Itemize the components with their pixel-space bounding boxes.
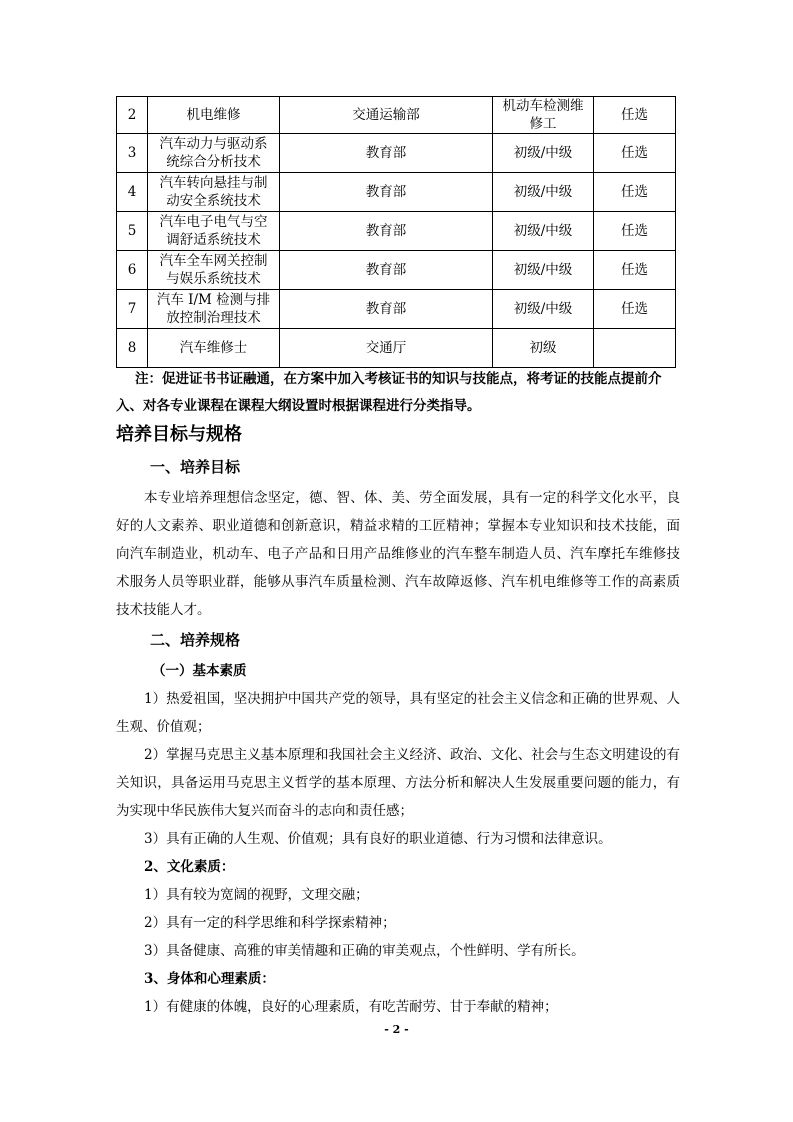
table-row — [117, 97, 676, 134]
culture-quality-item: 3）具备健康、高雅的审美情趣和正确的审美观点，个性鲜明、学有所长。 — [144, 943, 585, 959]
row-number: 8 — [117, 329, 148, 368]
course-name: 汽车维修士 — [148, 329, 280, 368]
certificate-level: 初级/中级 — [493, 134, 594, 173]
section-title: 培养目标与规格 — [116, 424, 242, 445]
certificate-table — [116, 96, 676, 368]
body-mind-quality-item: 1）有健康的体魄，良好的心理素质，有吃苦耐劳、甘于奉献的精神； — [144, 999, 558, 1015]
issuing-department: 交通厅 — [280, 329, 493, 368]
table-row — [117, 134, 676, 173]
basic-quality-heading: （一）基本素质 — [152, 663, 247, 679]
course-name: 汽车 I/M 检测与排放控制治理技术 — [148, 290, 280, 329]
row-number: 5 — [117, 212, 148, 251]
certificate-level: 初级/中级 — [493, 173, 594, 212]
basic-quality-item: 3）具有正确的人生观、价值观；具有良好的职业道德、行为习惯和法律意识。 — [144, 831, 612, 847]
course-name: 汽车动力与驱动系统综合分析技术 — [148, 134, 280, 173]
table-row — [117, 290, 676, 329]
course-type — [594, 329, 676, 368]
culture-quality-heading: 2、文化素质： — [144, 859, 235, 875]
table-note: 注：促进证书书证融通，在方案中加入考核证书的知识与技能点，将考证的技能点提前介入、对各专业课程在课程大纲设置时根据课程进行分类指导。 — [116, 371, 662, 414]
page-number: - 2 - — [384, 1023, 409, 1036]
issuing-department: 交通运输部 — [280, 97, 493, 134]
row-number: 3 — [117, 134, 148, 173]
issuing-department: 教育部 — [280, 290, 493, 329]
row-number: 4 — [117, 173, 148, 212]
course-type: 任选 — [594, 212, 676, 251]
course-type: 任选 — [594, 290, 676, 329]
certificate-level: 初级/中级 — [493, 212, 594, 251]
issuing-department: 教育部 — [280, 212, 493, 251]
row-number: 2 — [117, 97, 148, 134]
main-content — [116, 420, 680, 1021]
course-name: 机电维修 — [148, 97, 280, 134]
table-row — [117, 212, 676, 251]
culture-quality-item: 2）具有一定的科学思维和科学探索精神； — [144, 915, 396, 931]
course-name: 汽车全车网关控制与娱乐系统技术 — [148, 251, 280, 290]
row-number: 7 — [117, 290, 148, 329]
table-row — [117, 173, 676, 212]
course-name: 汽车电子电气与空调舒适系统技术 — [148, 212, 280, 251]
certificate-level: 初级 — [493, 329, 594, 368]
row-number: 6 — [117, 251, 148, 290]
course-type: 任选 — [594, 134, 676, 173]
course-name: 汽车转向悬挂与制动安全系统技术 — [148, 173, 280, 212]
issuing-department: 教育部 — [280, 173, 493, 212]
basic-quality-item: 1）热爱祖国，坚决拥护中国共产党的领导，具有坚定的社会主义信念和正确的世界观、人生观、价值观； — [116, 691, 680, 735]
goal-heading: 一、培养目标 — [150, 458, 241, 476]
issuing-department: 教育部 — [280, 134, 493, 173]
table-row — [117, 251, 676, 290]
table-row — [117, 329, 676, 368]
certificate-level: 初级/中级 — [493, 290, 594, 329]
goal-paragraph: 本专业培养理想信念坚定，德、智、体、美、劳全面发展，具有一定的科学文化水平，良好的人文素养、职业道德和创新意识，精益求精的工匠精神；掌握本专业知识和技术技能，面向汽车制造业，机动车、电子产品和日用产品维修业的汽车整车制造人员、汽车摩托车维修技术服务人员等职业群，能够从事汽车质量检测、汽车故障返修、汽车机电维修等工作的高素质技术技能人才。 — [116, 490, 680, 618]
course-type: 任选 — [594, 251, 676, 290]
course-type: 任选 — [594, 97, 676, 134]
basic-quality-item: 2）掌握马克思主义基本原理和我国社会主义经济、政治、文化、社会与生态文明建设的有关知识，具备运用马克思主义哲学的基本原理、方法分析和解决人生发展重要问题的能力，有为实现中华民族伟大复兴而奋斗的志向和责任感； — [116, 747, 680, 819]
spec-heading: 二、培养规格 — [150, 631, 241, 649]
certificate-level: 初级/中级 — [493, 251, 594, 290]
issuing-department: 教育部 — [280, 251, 493, 290]
culture-quality-item: 1）具有较为宽阔的视野，文理交融； — [144, 887, 369, 903]
certificate-level: 机动车检测维修工 — [493, 97, 594, 134]
body-mind-quality-heading: 3、身体和心理素质： — [144, 971, 275, 987]
course-type: 任选 — [594, 173, 676, 212]
